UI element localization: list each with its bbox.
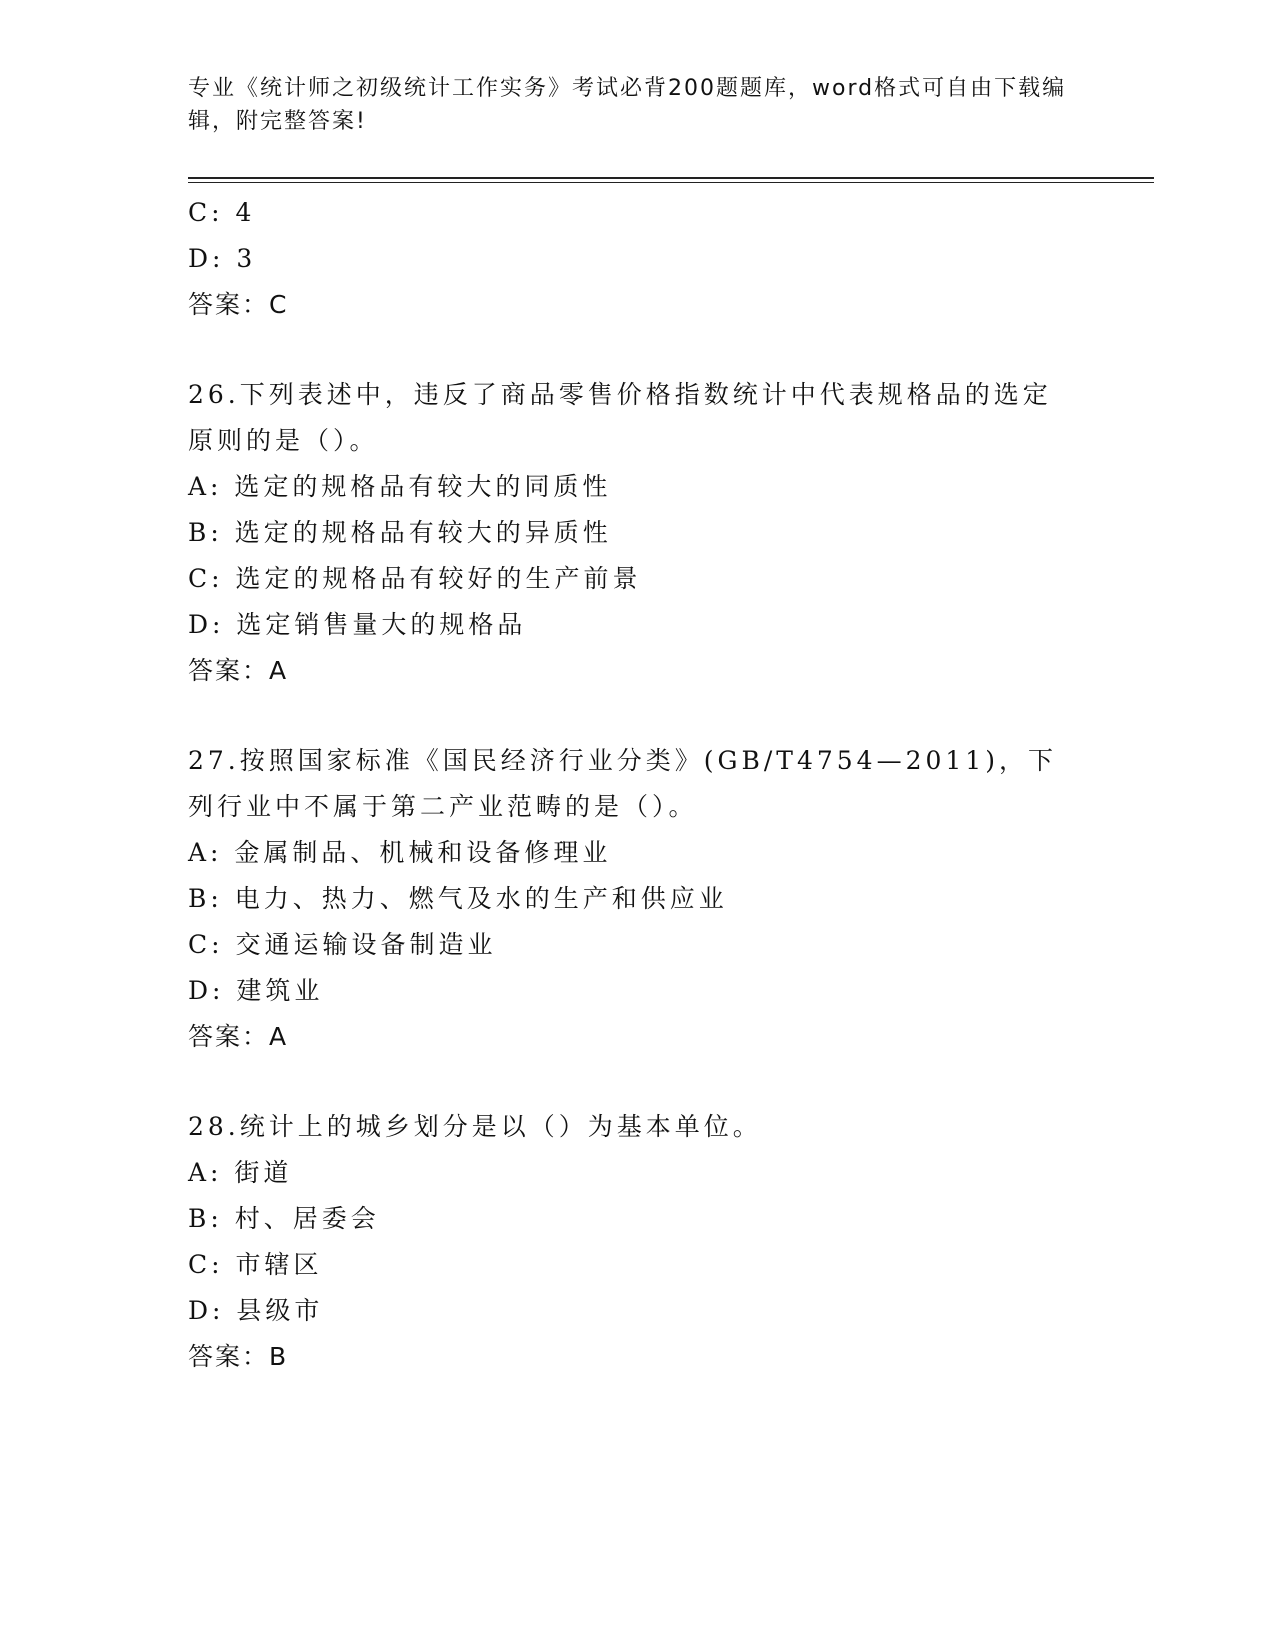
header-divider-thick: [188, 177, 1154, 179]
answer-line: 答案：A: [188, 656, 289, 685]
question-list: [188, 190, 1088, 1380]
option-a: A: 选定的规格品有较大的同质性: [188, 472, 612, 501]
option-c: C: 4: [188, 198, 256, 227]
answer-line: 答案：A: [188, 1022, 289, 1051]
option-b: B: 电力、热力、燃气及水的生产和供应业: [188, 884, 728, 913]
option-b: B: 村、居委会: [188, 1204, 380, 1233]
option-d: D: 选定销售量大的规格品: [188, 610, 527, 639]
option-d: D: 建筑业: [188, 976, 324, 1005]
question-text: 28.统计上的城乡划分是以（）为基本单位。: [188, 1112, 762, 1141]
previous-question-tail: [188, 190, 1088, 328]
answer-line: 答案：B: [188, 1342, 289, 1371]
answer-line: 答案：C: [188, 290, 289, 319]
question-text: 26.下列表述中，违反了商品零售价格指数统计中代表规格品的选定原则的是（）。: [188, 380, 1052, 455]
question-27: [188, 738, 1088, 1060]
document-header: 专业《统计师之初级统计工作实务》考试必背200题题库，word格式可自由下载编辑，附完整答案!: [188, 76, 1067, 134]
option-d: D: 3: [188, 244, 257, 273]
question-28: [188, 1104, 1088, 1380]
question-26: [188, 372, 1088, 694]
option-c: C: 市辖区: [188, 1250, 323, 1279]
question-text: 27.按照国家标准《国民经济行业分类》(GB/T4754—2011)，下列行业中不属于第二产业范畴的是（）。: [188, 746, 1057, 821]
option-c: C: 交通运输设备制造业: [188, 930, 497, 959]
header-divider-thin: [188, 182, 1154, 183]
option-d: D: 县级市: [188, 1296, 324, 1325]
option-a: A: 金属制品、机械和设备修理业: [188, 838, 612, 867]
option-c: C: 选定的规格品有较好的生产前景: [188, 564, 642, 593]
option-b: B: 选定的规格品有较大的异质性: [188, 518, 612, 547]
option-a: A: 街道: [188, 1158, 293, 1187]
